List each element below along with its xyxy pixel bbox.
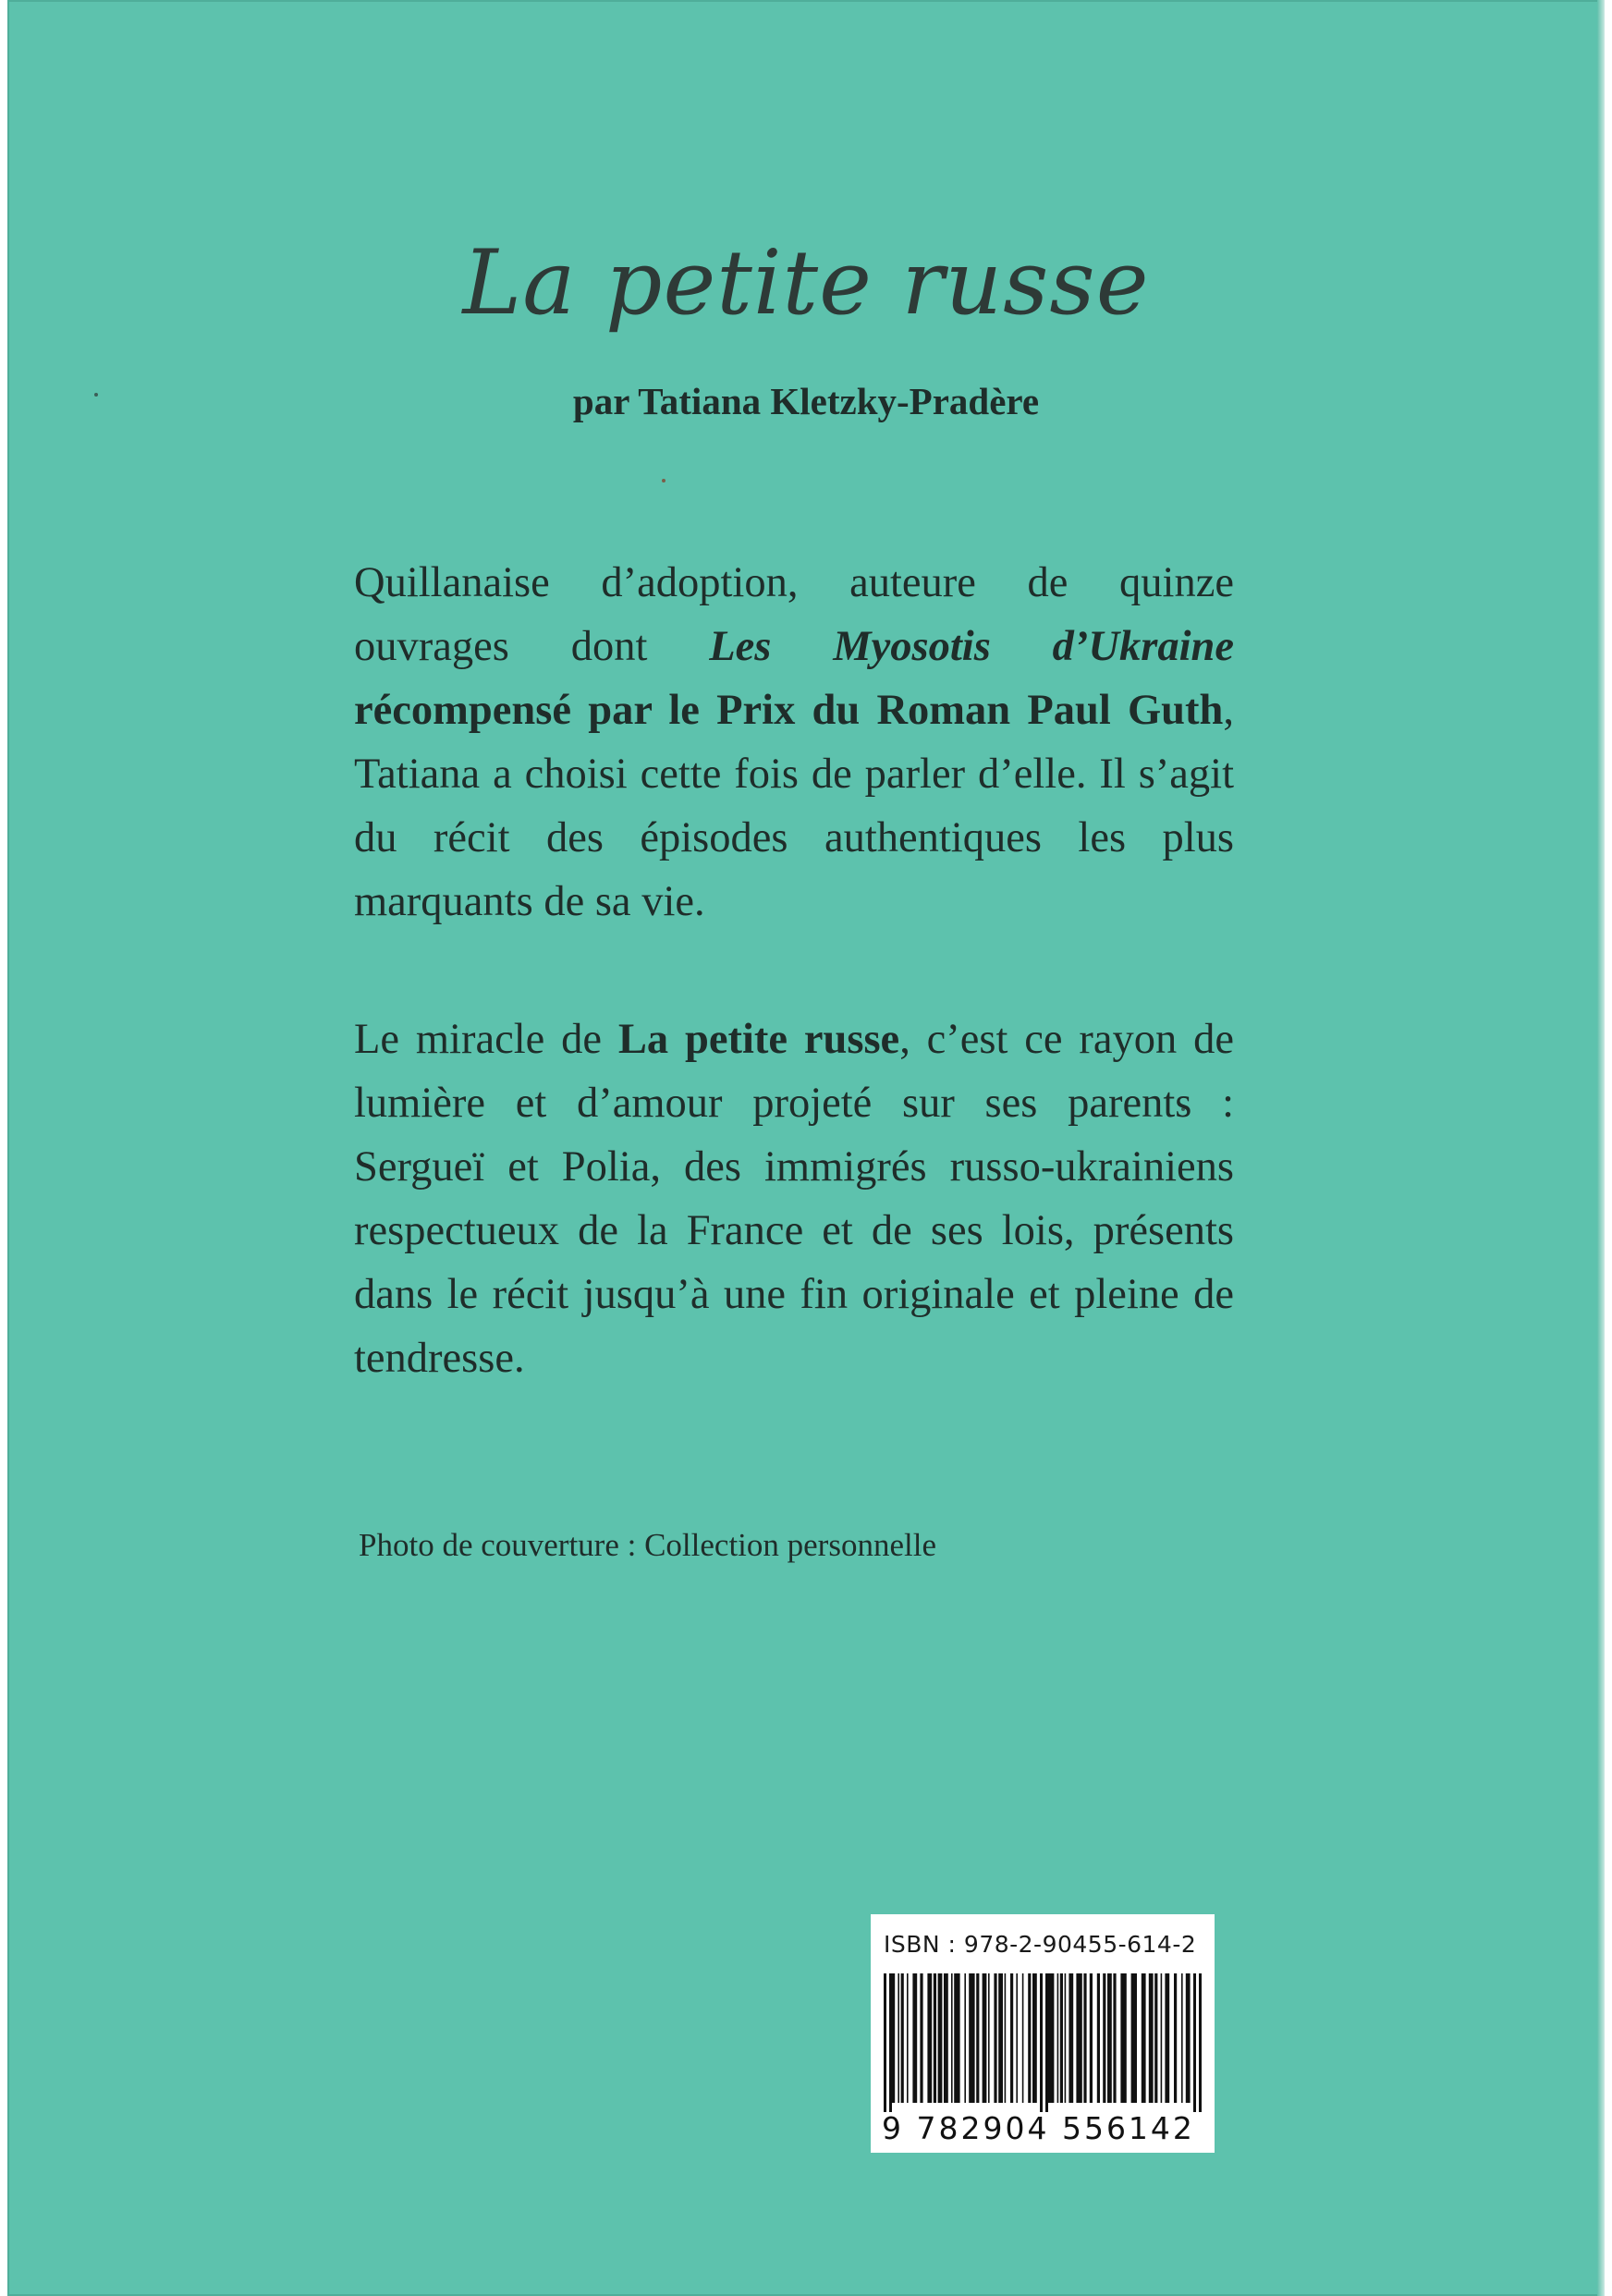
back-cover xyxy=(7,0,1605,2296)
blurb-bold-prize: récompensé par le Prix du Roman Paul Guth xyxy=(354,687,1224,734)
blurb-text: , c’est ce rayon de lumière et d’amour projeté sur ses parents : Sergueï et Polia, des immigrés russo-ukrainiens respectueux de la France et de ses lois, présents dans le récit jusqu’à une fin originale et pleine de tendresse. xyxy=(354,1016,1234,1382)
barcode-icon xyxy=(884,1973,1202,2112)
blurb-text: Le miracle de xyxy=(354,1016,618,1063)
book-title: La petite russe xyxy=(462,231,1150,335)
blurb-paragraph-1 xyxy=(354,551,1234,934)
blurb-text: Quillanaise d’adoption, auteure de quinze ouvrages dont xyxy=(354,559,1234,670)
barcode-box xyxy=(871,1914,1215,2153)
print-speck xyxy=(662,479,666,482)
author-line: par Tatiana Kletzky-Pradère xyxy=(572,380,1040,422)
page-edge xyxy=(1597,0,1605,2296)
blurb-bold-title: La petite russe xyxy=(617,1016,900,1063)
isbn-label: ISBN : 978-2-90455-614-2 xyxy=(884,1931,1197,1958)
blurb-text: , Tatiana a choisi cette fois de parler d’elle. Il s’agit du récit des épisodes authentiques les plus marquants de sa vie. xyxy=(354,687,1234,925)
ean-digits: 9 782904 556142 xyxy=(882,2110,1195,2146)
blurb-paragraph-2 xyxy=(354,1008,1234,1390)
photo-credit: Photo de couverture : Collection personnelle xyxy=(359,1527,936,1563)
blurb-italic-title: Les Myosotis d’Ukraine xyxy=(709,623,1234,670)
